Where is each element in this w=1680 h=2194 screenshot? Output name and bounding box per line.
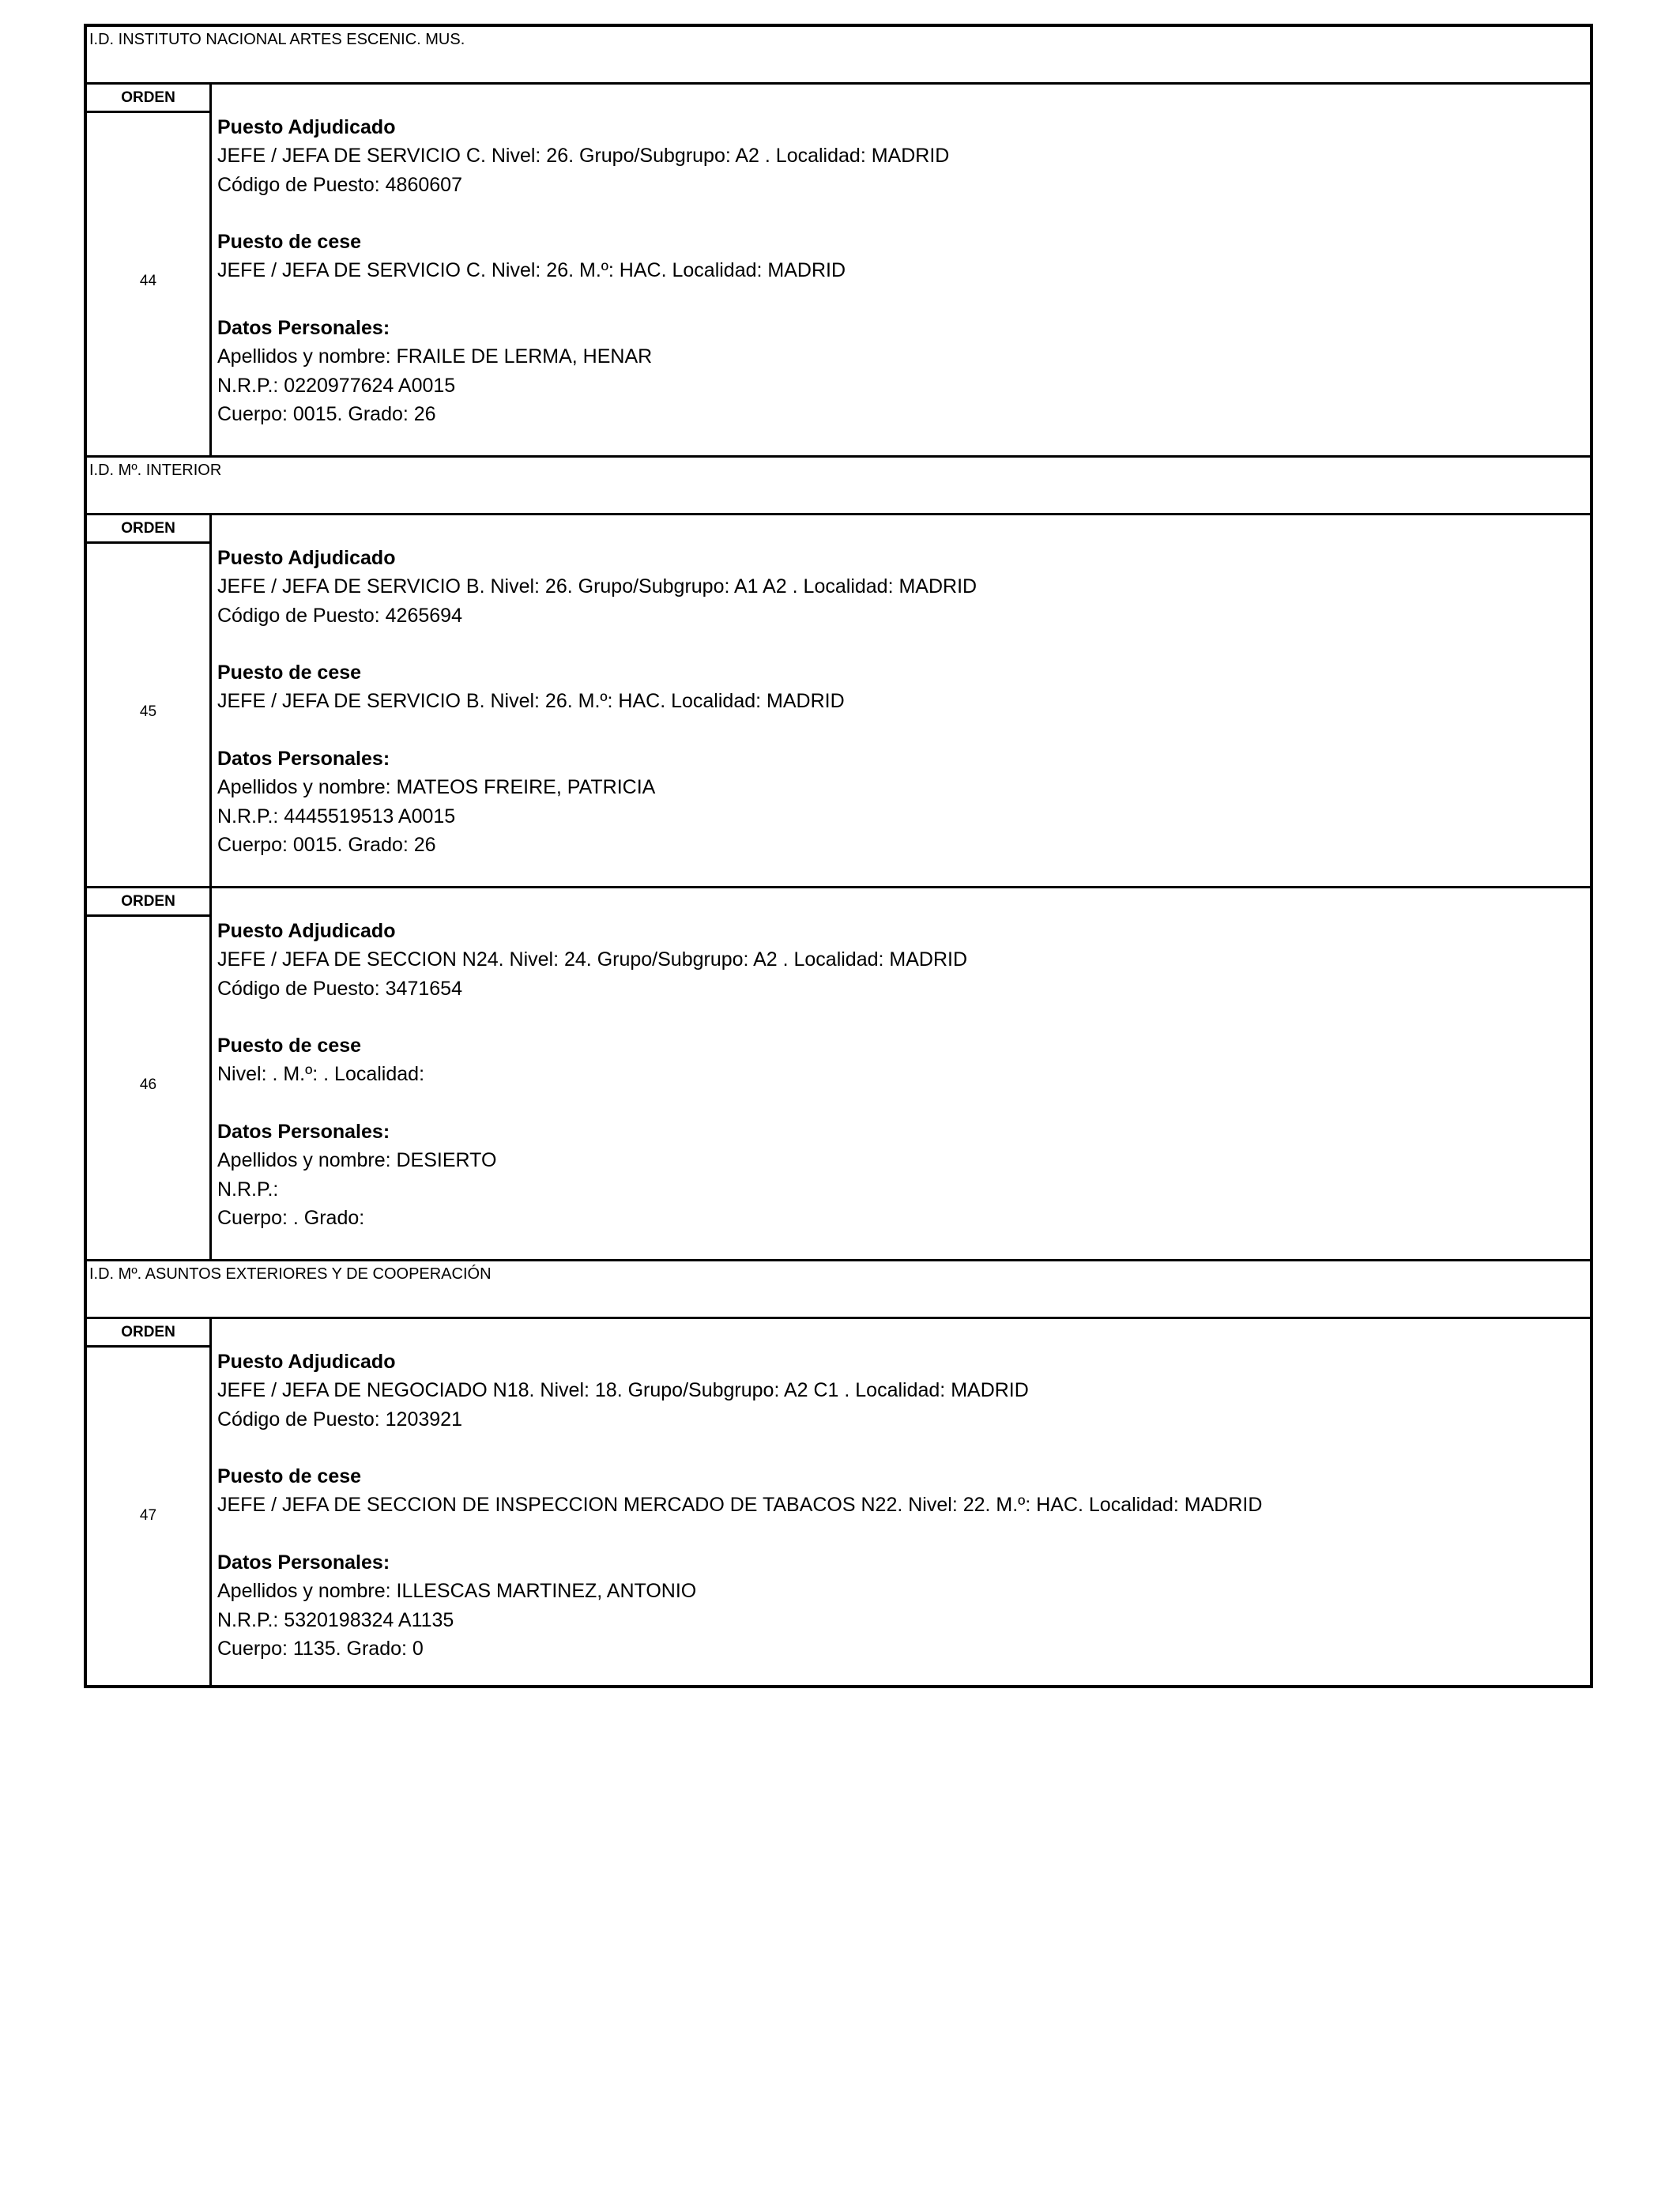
datos-title: Datos Personales: <box>217 748 390 771</box>
nombre: Apellidos y nombre: DESIERTO <box>217 1149 497 1172</box>
nrp: N.R.P.: 0220977624 A0015 <box>217 374 456 397</box>
entry-44 <box>87 85 1590 458</box>
adjudicado-line: JEFE / JEFA DE SECCION N24. Nivel: 24. Grupo/Subgrupo: A2 . Localidad: MADRID <box>217 948 968 971</box>
datos-title: Datos Personales: <box>217 317 390 340</box>
document-table <box>84 24 1593 1688</box>
entry-body <box>217 544 1582 859</box>
entry-46 <box>87 888 1590 1261</box>
orden-number: 44 <box>139 273 157 289</box>
adjudicado-title: Puesto Adjudicado <box>217 920 396 942</box>
cuerpo: Cuerpo: . Grado: <box>217 1206 365 1229</box>
cese-title: Puesto de cese <box>217 1465 362 1488</box>
codigo-puesto: Código de Puesto: 4860607 <box>217 173 462 196</box>
orden-column <box>87 888 212 1259</box>
entry-body <box>217 917 1582 1232</box>
adjudicado-line: JEFE / JEFA DE SERVICIO B. Nivel: 26. Grupo/Subgrupo: A1 A2 . Localidad: MADRID <box>217 575 977 598</box>
nrp: N.R.P.: 4445519513 A0015 <box>217 805 456 827</box>
adjudicado-title: Puesto Adjudicado <box>217 1351 396 1373</box>
cese-line: JEFE / JEFA DE SERVICIO B. Nivel: 26. M.º: HAC. Localidad: MADRID <box>217 690 845 713</box>
cese-line: JEFE / JEFA DE SECCION DE INSPECCION MERCADO DE TABACOS N22. Nivel: 22. M.º: HAC. Localidad: MADRID <box>217 1494 1263 1517</box>
adjudicado-title: Puesto Adjudicado <box>217 547 396 569</box>
section-header: I.D. Mº. INTERIOR <box>87 458 1590 515</box>
cuerpo: Cuerpo: 0015. Grado: 26 <box>217 402 436 425</box>
nrp: N.R.P.: 5320198324 A1135 <box>217 1608 454 1631</box>
orden-label: ORDEN <box>87 85 209 113</box>
entry-body <box>217 1348 1582 1663</box>
codigo-puesto: Código de Puesto: 4265694 <box>217 604 462 627</box>
section-header: I.D. INSTITUTO NACIONAL ARTES ESCENIC. MUS. <box>87 27 1590 85</box>
section-header: I.D. Mº. ASUNTOS EXTERIORES Y DE COOPERACIÓN <box>87 1261 1590 1319</box>
cese-title: Puesto de cese <box>217 662 362 684</box>
codigo-puesto: Código de Puesto: 3471654 <box>217 977 462 1000</box>
cese-line: JEFE / JEFA DE SERVICIO C. Nivel: 26. M.º: HAC. Localidad: MADRID <box>217 259 846 282</box>
adjudicado-line: JEFE / JEFA DE SERVICIO C. Nivel: 26. Grupo/Subgrupo: A2 . Localidad: MADRID <box>217 145 950 168</box>
adjudicado-line: JEFE / JEFA DE NEGOCIADO N18. Nivel: 18. Grupo/Subgrupo: A2 C1 . Localidad: MADRID <box>217 1379 1029 1402</box>
entry-body <box>217 113 1582 428</box>
orden-label: ORDEN <box>87 515 209 544</box>
nombre: Apellidos y nombre: MATEOS FREIRE, PATRICIA <box>217 776 656 799</box>
cese-title: Puesto de cese <box>217 1035 362 1057</box>
orden-column <box>87 85 212 455</box>
orden-label: ORDEN <box>87 888 209 917</box>
adjudicado-title: Puesto Adjudicado <box>217 116 396 138</box>
codigo-puesto: Código de Puesto: 1203921 <box>217 1408 462 1431</box>
cese-title: Puesto de cese <box>217 231 362 254</box>
nrp: N.R.P.: <box>217 1178 279 1201</box>
cuerpo: Cuerpo: 1135. Grado: 0 <box>217 1637 424 1660</box>
nombre: Apellidos y nombre: FRAILE DE LERMA, HENAR <box>217 345 653 368</box>
entry-47 <box>87 1319 1590 1685</box>
cese-line: Nivel: . M.º: . Localidad: <box>217 1063 425 1086</box>
datos-title: Datos Personales: <box>217 1121 390 1144</box>
orden-number: 46 <box>139 1076 157 1093</box>
entry-45 <box>87 515 1590 888</box>
cuerpo: Cuerpo: 0015. Grado: 26 <box>217 833 436 856</box>
nombre: Apellidos y nombre: ILLESCAS MARTINEZ, ANTONIO <box>217 1580 697 1603</box>
datos-title: Datos Personales: <box>217 1551 390 1574</box>
orden-number: 47 <box>139 1507 157 1524</box>
orden-column <box>87 515 212 886</box>
orden-number: 45 <box>139 703 157 720</box>
orden-label: ORDEN <box>87 1319 209 1348</box>
orden-column <box>87 1319 212 1685</box>
